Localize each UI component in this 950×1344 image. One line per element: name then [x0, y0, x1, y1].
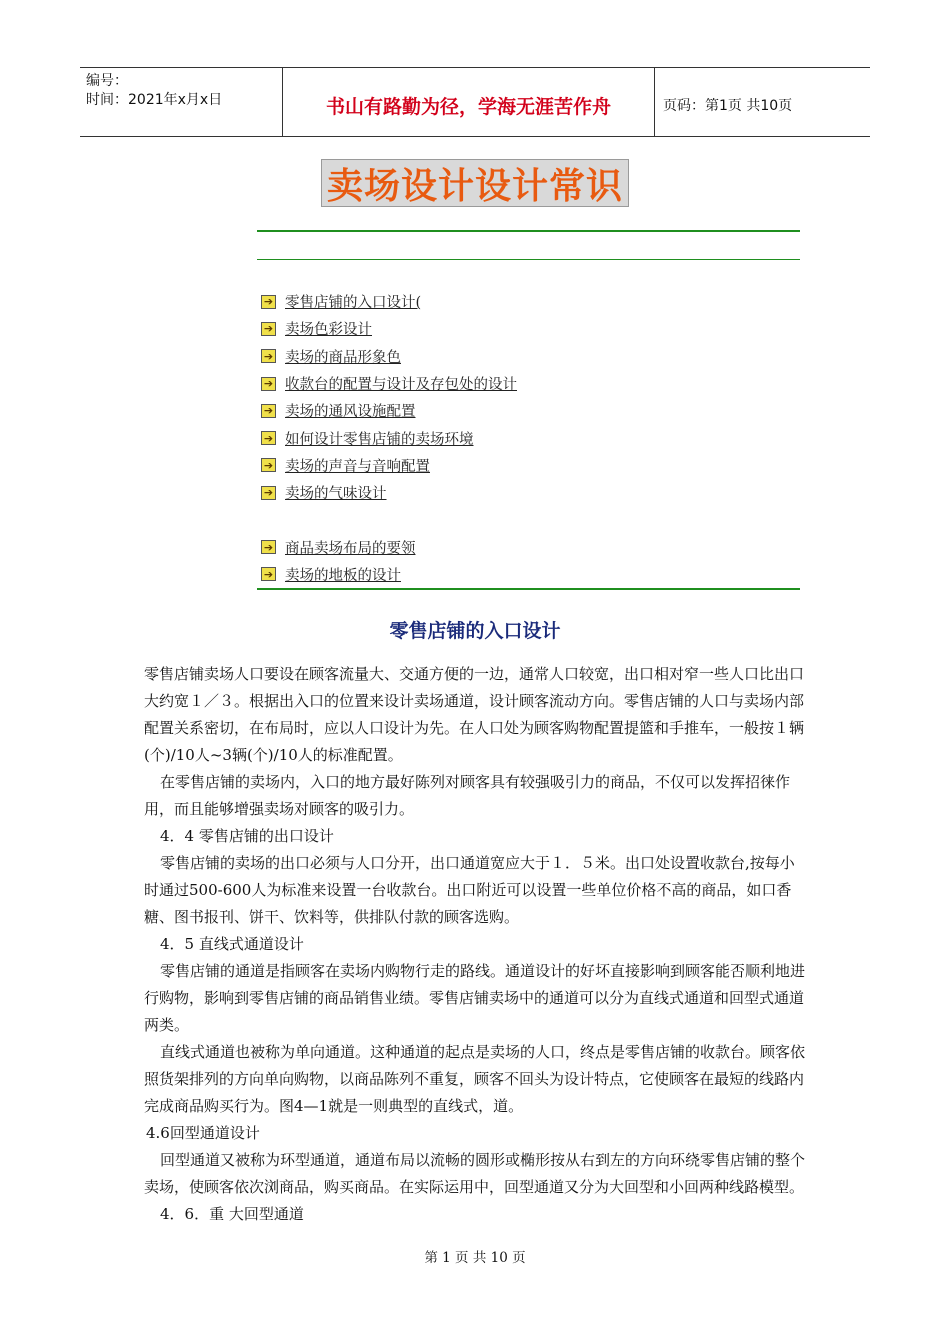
title-rule-thick [257, 230, 800, 232]
time-label: 时间：2021年x月x日 [86, 92, 223, 108]
toc-link[interactable]: 商品卖场布局的要领 [285, 540, 416, 557]
toc-item[interactable] [261, 452, 801, 479]
table-of-contents [261, 288, 801, 588]
toc-link[interactable]: 收款台的配置与设计及存包处的设计 [285, 377, 517, 394]
arrow-right-icon: ➔ [261, 404, 276, 418]
document-title: 卖场设计设计常识 [326, 164, 623, 207]
article-body [144, 661, 808, 1228]
toc-bottom-rule [257, 588, 800, 590]
toc-item[interactable] [261, 370, 801, 397]
toc-item[interactable] [261, 343, 801, 370]
subheading: 4.6回型通道设计 [146, 1124, 260, 1142]
toc-link[interactable]: 卖场色彩设计 [285, 322, 372, 339]
title-rule-thin [257, 259, 800, 260]
toc-item[interactable] [261, 288, 801, 315]
paragraph: 回型通道又被称为环型通道，通道布局以流畅的圆形或椭形按从右到左的方向环绕零售店铺的整个卖场，使顾客依次浏商品，购买商品。在实际运用中，回型通道又分为大回型和小回两种线路模型。 [144, 1151, 806, 1196]
arrow-right-icon: ➔ [261, 295, 276, 309]
number-label: 编号： [86, 73, 128, 89]
toc-item[interactable] [261, 533, 801, 560]
toc-item[interactable] [261, 424, 801, 451]
page-footer: 第 1 页 共 10 页 [424, 1250, 526, 1266]
paragraph: 零售店铺的通道是指顾客在卖场内购物行走的路线。通道设计的好坏直接影响到顾客能否顺利地进行购物，影响到零售店铺的商品销售业绩。零售店铺卖场中的通道可以分为直线式通道和回型式通道两类。 [144, 962, 806, 1034]
toc-link[interactable]: 卖场的气味设计 [285, 486, 387, 503]
toc-link[interactable]: 卖场的商品形象色 [285, 349, 401, 366]
toc-link[interactable]: 卖场的声音与音响配置 [285, 458, 430, 475]
header-page-label: 页码：第1页 共10页 [663, 98, 793, 114]
arrow-right-icon: ➔ [261, 349, 276, 363]
paragraph: 零售店铺的卖场的出口必须与人口分开，出口通道宽应大于１．５米。出口处设置收款台,按每小时通过500-600人为标准来设置一台收款台。出口附近可以设置一些单位价格不高的商品，如口香糖、图书报刊、饼干、饮料等，供排队付款的顾客选购。 [144, 854, 795, 926]
header-table [80, 67, 870, 137]
arrow-right-icon: ➔ [261, 486, 276, 500]
arrow-right-icon: ➔ [261, 540, 276, 554]
toc-link[interactable]: 零售店铺的入口设计( [285, 295, 422, 312]
paragraph: 零售店铺卖场人口要设在顾客流量大、交通方便的一边，通常人口较宽，出口相对窄一些人口比出口大约宽１／３。根据出入口的位置来设计卖场通道，设计顾客流动方向。零售店铺的人口与卖场内部配置关系密切，在布局时，应以人口设计为先。在人口处为顾客购物配置提篮和手推车，一般按１辆(个)/10人~3辆(个)/10人的标准配置。 [144, 665, 805, 764]
toc-link[interactable]: 卖场的地板的设计 [285, 567, 401, 584]
arrow-right-icon: ➔ [261, 322, 276, 336]
toc-item[interactable] [261, 561, 801, 588]
arrow-right-icon: ➔ [261, 458, 276, 472]
toc-item[interactable] [261, 315, 801, 342]
header-motto: 书山有路勤为径，学海无涯苦作舟 [283, 68, 655, 136]
paragraph: 在零售店铺的卖场内，入口的地方最好陈列对顾客具有较强吸引力的商品，不仅可以发挥招徕作用，而且能够增强卖场对顾客的吸引力。 [144, 773, 791, 818]
arrow-right-icon: ➔ [261, 431, 276, 445]
subheading: 4．4 零售店铺的出口设计 [160, 827, 334, 845]
header-meta [80, 68, 283, 136]
subheading: 4．5 直线式通道设计 [160, 935, 304, 953]
toc-link[interactable]: 如何设计零售店铺的卖场环境 [285, 431, 474, 448]
arrow-right-icon: ➔ [261, 377, 276, 391]
toc-item[interactable] [261, 479, 801, 506]
section-title: 零售店铺的入口设计 [389, 620, 561, 642]
paragraph: 直线式通道也被称为单向通道。这种通道的起点是卖场的人口，终点是零售店铺的收款台。顾客依照货架排列的方向单向购物，以商品陈列不重复，顾客不回头为设计特点，它使顾客在最短的线路内完成商品购买行为。图4—1就是一则典型的直线式，道。 [144, 1043, 806, 1115]
toc-item[interactable] [261, 397, 801, 424]
arrow-right-icon: ➔ [261, 567, 276, 581]
document-title-box [321, 159, 629, 207]
toc-link[interactable]: 卖场的通风设施配置 [285, 404, 416, 421]
subheading: 4．6．重 大回型通道 [160, 1205, 304, 1223]
